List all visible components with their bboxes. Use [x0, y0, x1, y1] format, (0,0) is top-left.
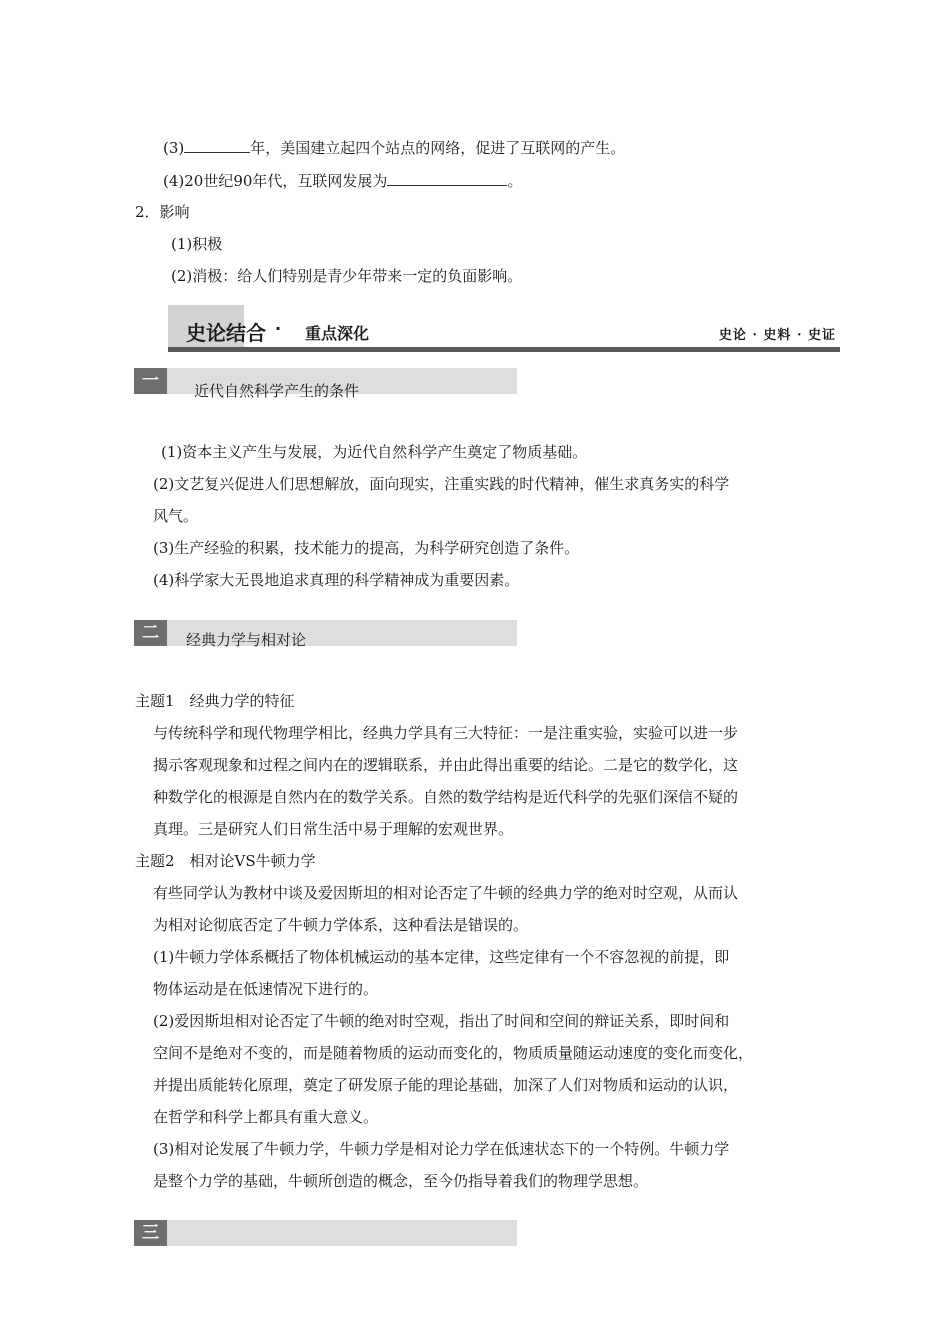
section-title: 近代自然科学产生的条件	[194, 382, 360, 400]
banner-rule	[168, 347, 840, 352]
topic-1-heading: 主题1 经典力学的特征	[135, 692, 295, 710]
section-title: 经典力学与相对论	[186, 631, 307, 649]
banner-subtitle: 重点深化	[305, 324, 370, 343]
banner-dot: ·	[275, 319, 282, 338]
paragraph-line: 并提出质能转化原理，奠定了研发原子能的理论基础，加深了人们对物质和运动的认识，	[153, 1076, 739, 1094]
paragraph-line: 种数学化的根源是自然内在的数学关系。自然的数学结构是近代科学的先驱们深信不疑的	[153, 788, 739, 806]
paragraph-line: 物体运动是在低速情况下进行的。	[153, 980, 379, 998]
fill-blank[interactable]	[184, 137, 250, 153]
item-3	[163, 137, 625, 159]
paragraph-line: 与传统科学和现代物理学相比，经典力学具有三大特征：一是注重实验，实验可以进一步	[153, 724, 739, 742]
impact-negative: (2)消极：给人们特别是青少年带来一定的负面影响。	[171, 267, 523, 285]
impact-positive: (1)积极	[171, 235, 223, 253]
paragraph-line: (3)相对论发展了牛顿力学，牛顿力学是相对论力学在低速状态下的一个特例。牛顿力学	[153, 1140, 730, 1158]
section-1-heading	[134, 368, 517, 400]
section-banner	[168, 305, 840, 353]
item-4-suffix: 。	[507, 172, 523, 190]
item-3-suffix: 年，美国建立起四个站点的网络，促进了互联网的产生。	[250, 139, 626, 157]
banner-right-label: 史论 · 史料 · 史证	[718, 328, 836, 343]
section-number: 三	[134, 1220, 167, 1246]
paragraph-line: 在哲学和科学上都具有重大意义。	[153, 1108, 379, 1126]
section-number: 二	[134, 620, 167, 646]
banner-title: 史论结合	[186, 321, 266, 345]
paragraph-line: 风气。	[153, 507, 199, 525]
section-2-heading	[134, 620, 517, 649]
section-bar	[167, 1220, 517, 1246]
paragraph-line: 为相对论彻底否定了牛顿力学体系，这种看法是错误的。	[153, 916, 529, 934]
paragraph-line: (1)资本主义产生与发展，为近代自然科学产生奠定了物质基础。	[161, 443, 588, 461]
fill-blank[interactable]	[387, 170, 507, 186]
paragraph-line: 空间不是绝对不变的，而是随着物质的运动而变化的，物质质量随运动速度的变化而变化，	[153, 1044, 754, 1062]
paragraph-line: (1)牛顿力学体系概括了物体机械运动的基本定律，这些定律有一个不容忽视的前提，即	[153, 948, 730, 966]
topic-2-heading: 主题2 相对论VS牛顿力学	[135, 852, 316, 870]
paragraph-line: 有些同学认为教材中谈及爱因斯坦的相对论否定了牛顿的经典力学的绝对时空观，从而认	[153, 884, 739, 902]
item-3-prefix: (3)	[163, 139, 185, 157]
paragraph-line: (2)文艺复兴促进人们思想解放，面向现实，注重实践的时代精神，催生求真务实的科学	[153, 475, 730, 493]
item-4	[163, 170, 522, 192]
item-4-prefix: (4)20世纪90年代，互联网发展为	[163, 172, 388, 190]
paragraph-line: 揭示客观现象和过程之间内在的逻辑联系，并由此得出重要的结论。二是它的数学化，这	[153, 756, 739, 774]
section-3-heading	[134, 1220, 517, 1246]
paragraph-line: (2)爱因斯坦相对论否定了牛顿的绝对时空观，指出了时间和空间的辩证关系，即时间和	[153, 1012, 730, 1030]
paragraph-line: (4)科学家大无畏地追求真理的科学精神成为重要因素。	[153, 571, 520, 589]
paragraph-line: (3)生产经验的积累，技术能力的提高，为科学研究创造了条件。	[153, 539, 580, 557]
paragraph-line: 是整个力学的基础，牛顿所创造的概念，至今仍指导着我们的物理学思想。	[153, 1172, 649, 1190]
section-number: 一	[134, 368, 167, 394]
impact-heading: 2．影响	[135, 203, 190, 221]
paragraph-line: 真理。三是研究人们日常生活中易于理解的宏观世界。	[153, 820, 514, 838]
